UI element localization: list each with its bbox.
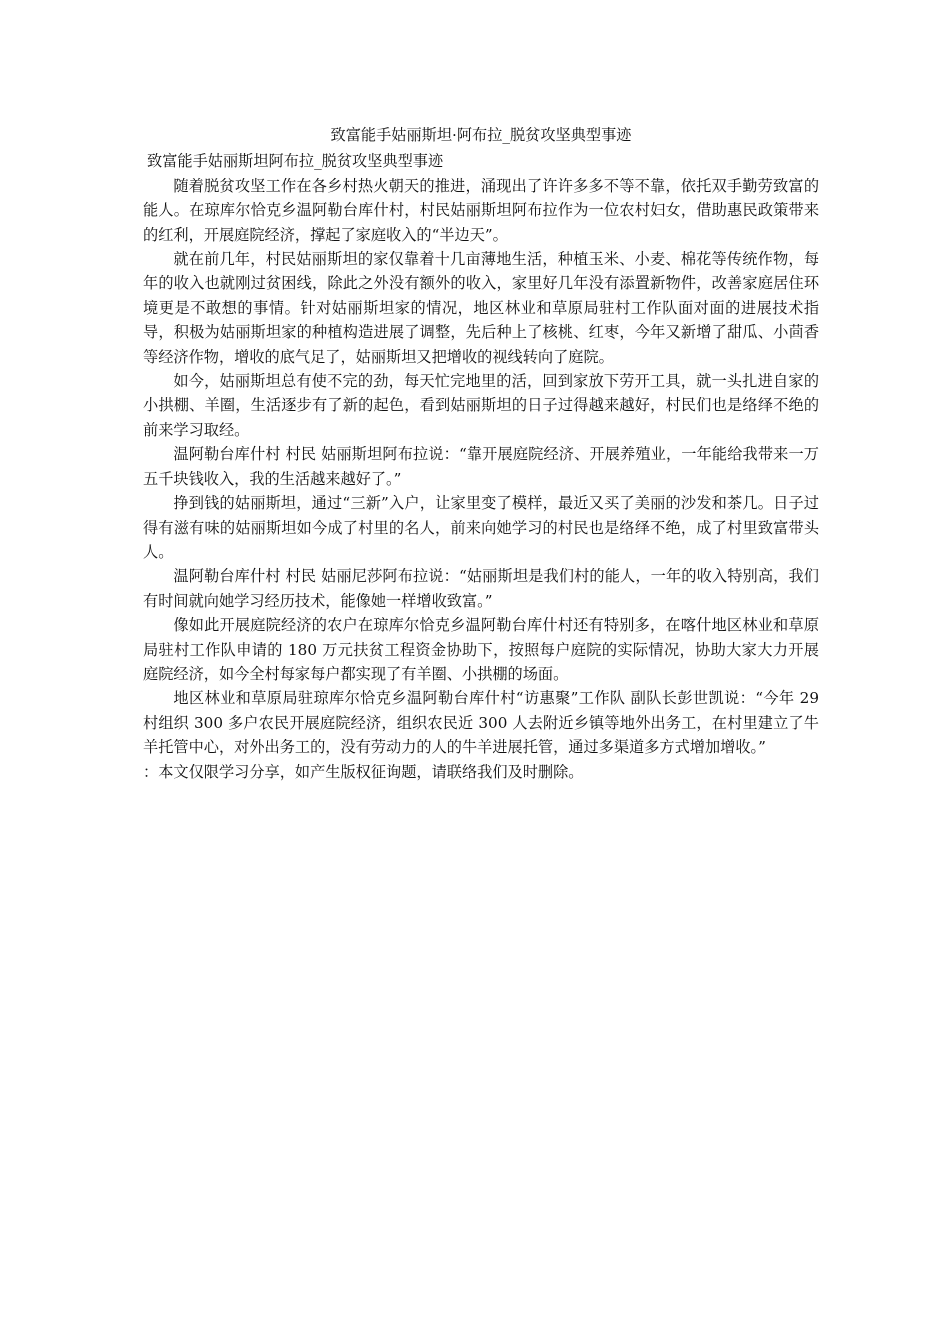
paragraph: 地区林业和草原局驻琼库尔恰克乡温阿勒台库什村“访惠聚”工作队 副队长彭世凯说：“今年 29 村组织 300 多户农民开展庭院经济，组织农民近 300 人去附近乡镇等地外出务工，在村里建立了牛羊托管中心，对外出务工的，没有劳动力的人的牛羊进展托管，通过多渠道多方式增加增收。”	[143, 689, 819, 757]
paragraph: 如今，姑丽斯坦总有使不完的劲，每天忙完地里的活，回到家放下劳开工具，就一头扎进自家的小拱棚、羊圈，生活逐步有了新的起色，看到姑丽斯坦的日子过得越来越好，村民们也是络绎不绝的前来学习取经。	[143, 372, 819, 439]
paragraph: 温阿勒台库什村 村民 姑丽尼莎阿布拉说：“姑丽斯坦是我们村的能人，一年的收入特别高，我们有时间就向她学习经历技术，能像她一样增收致富。”	[143, 567, 819, 610]
document-subtitle: 致富能手姑丽斯坦阿布拉_脱贫攻坚典型事迹	[147, 152, 444, 171]
document-page	[143, 123, 819, 784]
document-title: 致富能手姑丽斯坦·阿布拉_脱贫攻坚典型事迹	[330, 126, 632, 144]
paragraph: 随着脱贫攻坚工作在各乡村热火朝天的推进，涌现出了许许多多不等不靠，依托双手勤劳致富的能人。在琼库尔恰克乡温阿勒台库什村，村民姑丽斯坦阿布拉作为一位农村妇女，借助惠民政策带来的红利，开展庭院经济，撑起了家庭收入的“半边天”。	[143, 176, 819, 244]
paragraph: 像如此开展庭院经济的农户在琼库尔恰克乡温阿勒台库什村还有特别多，在喀什地区林业和草原局驻村工作队申请的 180 万元扶贫工程资金协助下，按照每户庭院的实际情况，协助大家大力开展庭院经济，如今全村每家每户都实现了有羊圈、小拱棚的场面。	[143, 616, 819, 683]
paragraph: 温阿勒台库什村 村民 姑丽斯坦阿布拉说：“靠开展庭院经济、开展养殖业，一年能给我带来一万五千块钱收入，我的生活越来越好了。”	[143, 445, 819, 488]
copyright-note: ：本文仅限学习分享，如产生版权征询题，请联络我们及时删除。	[143, 762, 584, 781]
paragraph: 就在前几年，村民姑丽斯坦的家仅靠着十几亩薄地生活，种植玉米、小麦、棉花等传统作物，每年的收入也就刚过贫困线，除此之外没有额外的收入，家里好几年没有添置新物件，改善家庭居住环境更是不敢想的事情。针对姑丽斯坦家的情况，地区林业和草原局驻村工作队面对面的进展技术指导，积极为姑丽斯坦家的种植构造进展了调整，先后种上了核桃、红枣，今年又新增了甜瓜、小茴香等经济作物，增收的底气足了，姑丽斯坦又把增收的视线转向了庭院。	[143, 250, 819, 366]
paragraph: 挣到钱的姑丽斯坦，通过“三新”入户，让家里变了模样，最近又买了美丽的沙发和茶几。日子过得有滋有味的姑丽斯坦如今成了村里的名人，前来向她学习的村民也是络绎不绝，成了村里致富带头人。	[143, 494, 819, 561]
